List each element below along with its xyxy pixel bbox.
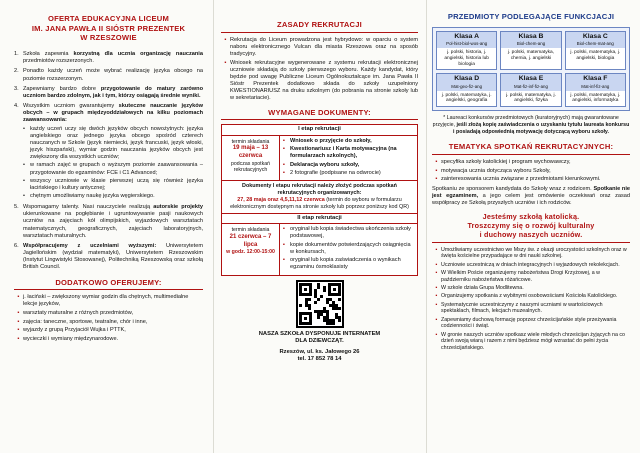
class-profile: Mat-inf-fiz-ang bbox=[566, 84, 625, 91]
class-profile: Biol-chem-mat-ang bbox=[566, 41, 625, 48]
meeting-info-text: a jego celem jest omówienie oczekiwań oraz zasad współpracy ze Szkołą przyszłych uczniów i ich rodziców. bbox=[432, 192, 630, 206]
item-text-bold: przygotowanie do matury bbox=[100, 85, 176, 92]
laureate-note bbox=[432, 115, 630, 135]
class-profile: Pol-hist-biol-wos-ang bbox=[437, 41, 496, 48]
rule-text: Wniosek rekrutacyjne wygenerowane z systemu rekrutacji elektronicznej uczniowie składają do szkoły pierwszego wyboru. Każdy kandydat, który będzie pod uwagę Publiczne Liceum Ogólnokształcące im. Jana Pawła II Sióstr Prezentek dodatkowo składa do szkoły uzupełniony KWESTIONARIUSZ na druku szkolnym (do pobrania na stronie szkoły lub w sekretariacie). bbox=[230, 59, 418, 102]
document-item bbox=[283, 242, 414, 256]
square-bullet-icon: ▪ bbox=[17, 294, 20, 301]
document-item bbox=[283, 257, 414, 271]
class-card bbox=[565, 73, 626, 107]
square-bullet-icon: ▪ bbox=[435, 246, 438, 253]
extra-offer-item bbox=[14, 336, 203, 343]
subjects-title: PRZEDMIOTY PODLEGAJĄCE FUNKCJACJI bbox=[447, 12, 615, 21]
item-text bbox=[23, 103, 203, 201]
column-recruitment bbox=[213, 0, 426, 453]
motto-line: Troszczymy się o rozwój kulturalny bbox=[467, 221, 595, 231]
square-bullet-icon: ▪ bbox=[435, 285, 438, 292]
square-bullet-icon: ▪ bbox=[435, 167, 438, 174]
square-bullet-icon: ▪ bbox=[435, 176, 438, 183]
rules-title: ZASADY REKRUTACJI bbox=[277, 20, 362, 29]
qr-module bbox=[320, 295, 323, 298]
qr-finder bbox=[299, 312, 312, 325]
qr-module bbox=[317, 316, 320, 319]
value-item bbox=[432, 302, 630, 316]
square-bullet-icon: ▪ bbox=[283, 226, 285, 233]
extra-offer-item bbox=[14, 327, 203, 334]
item-text bbox=[23, 86, 203, 100]
item-text-part: Wszystkim uczniom gwarantujemy bbox=[23, 103, 119, 110]
qr-module bbox=[299, 304, 302, 307]
topic-text: zainteresowania ucznia związane z przedmiotami kierunkowymi. bbox=[441, 176, 601, 183]
square-bullet-icon: ▪ bbox=[224, 36, 227, 43]
square-bullet-icon: ▪ bbox=[435, 301, 438, 308]
value-item bbox=[432, 262, 630, 269]
square-bullet-icon: ▪ bbox=[435, 159, 438, 166]
meeting-info bbox=[432, 186, 630, 207]
value-item bbox=[432, 270, 630, 284]
language-points bbox=[23, 126, 203, 201]
qr-module bbox=[308, 307, 311, 310]
value-text: Zapewniamy duchową formację poprzez chrześcijańskie style przeżywania codzienności i świąt. bbox=[441, 316, 617, 330]
qr-module bbox=[314, 301, 317, 304]
stage2-documents bbox=[280, 224, 417, 275]
item-text-part: Uniwersytetem Jagiellońskim (wydział matematyki), Uniwersytetem Rzeszowskim (Instytut Lingwistyki Stosowanej), Politechniką Rzeszowską oraz szkołą British Council. bbox=[23, 242, 203, 271]
school-phone: tel. 17 852 78 14 bbox=[297, 356, 342, 363]
document-text: Deklaracja wyboru szkoły, bbox=[290, 161, 360, 168]
square-bullet-icon: ▪ bbox=[283, 257, 285, 264]
divider bbox=[432, 154, 630, 155]
square-bullet-icon: ▪ bbox=[17, 336, 20, 343]
documents-title: WYMAGANE DOKUMENTY: bbox=[268, 107, 371, 117]
offer-item bbox=[14, 86, 203, 100]
item-number: 2. bbox=[14, 68, 19, 75]
meeting-note-bold: Dokumenty I etapu rekrutacji należy złożyć podczas spotkań rekrutacyjnych organizowanych: bbox=[242, 183, 397, 197]
class-name: Klasa E bbox=[501, 74, 560, 84]
class-name: Klasa A bbox=[437, 32, 496, 42]
square-bullet-icon: ▪ bbox=[435, 316, 438, 323]
item-number: 1. bbox=[14, 51, 19, 58]
square-bullet-icon: ▪ bbox=[283, 169, 285, 176]
document-text: oryginał lub kopia świadectwa ukończenia szkoły podstawowej, bbox=[290, 226, 411, 240]
square-bullet-icon: ▪ bbox=[435, 261, 438, 268]
qr-module bbox=[317, 298, 320, 301]
class-card bbox=[436, 73, 497, 107]
stage2-row bbox=[222, 224, 417, 275]
class-card bbox=[436, 31, 497, 71]
item-text-part: Zapewniamy bardzo dobre bbox=[23, 85, 101, 92]
deadline-dates: 21 czerwca – 7 lipca bbox=[229, 233, 272, 248]
value-text: W gronie naszych uczniów spotkasz wiele młodych chrześcijan żyjących na co dzień swoją wiarą i razem z nimi będziesz mógł wzrastać do pełni życia chrześcijańskiego. bbox=[441, 331, 625, 352]
language-point: • w ramach zajęć w grupach o wyższym poziomie zaawansowania – przygotowanie do egzaminów: FCE i C1 Advanced; bbox=[23, 162, 203, 176]
document-text: 2 fotografie (podpisane na odwrocie) bbox=[290, 169, 381, 176]
item-number: 3. bbox=[14, 85, 19, 92]
deadline-label: termin składania bbox=[231, 138, 270, 145]
stage1-row bbox=[222, 136, 417, 181]
laureate-note-text: * Laureaci konkursów przedmiotowych (kuratoryjnych) mają gwarantowane przyjęcie, bbox=[432, 115, 619, 128]
meeting-note-text: (termin do wyboru w formularzu elektronicznym dostępnym na stronie szkoły lub poprzez poniższy kod QR) bbox=[230, 197, 409, 210]
deadline-dates: 19 maja – 13 czerwca bbox=[232, 145, 269, 160]
class-subjects: j. polski, matematyka, j. angielski, biologia bbox=[570, 50, 621, 61]
item-text bbox=[23, 204, 203, 240]
topic-item bbox=[432, 176, 630, 183]
square-bullet-icon: ▪ bbox=[283, 137, 285, 144]
square-bullet-icon: ▪ bbox=[435, 270, 438, 276]
qr-module bbox=[317, 286, 320, 289]
stage2-header: II etap rekrutacji bbox=[222, 214, 417, 224]
value-text: W szkole działa Grupa Modlitewna. bbox=[441, 285, 524, 292]
rules-list bbox=[221, 37, 418, 103]
value-item bbox=[432, 332, 630, 352]
document-item bbox=[283, 170, 414, 177]
value-text: Uczniowie uczestniczą w dniach integracyjnych i wyjazdowych rekolekcjach. bbox=[441, 261, 620, 268]
qr-module bbox=[338, 307, 341, 310]
item-number: 4. bbox=[14, 103, 19, 110]
school-footer bbox=[221, 331, 418, 364]
qr-module bbox=[323, 289, 326, 292]
item-text-part: ukierunkowane na pogłębianie i ugruntowywanie pasji naukowych uczniów na zajęciach kół olimpijskich, wyjazdowych warsztatach matematycznych, geograficznych, zajęciach laboratoryjnych, warsztatach maturalnych. bbox=[23, 211, 203, 239]
value-text: Systematycznie uczestniczymy z naszymi uczniami w wartościowych spektaklach, filmach, lekcjach muzealnych. bbox=[441, 301, 603, 315]
value-text: W Wielkim Poście organizujemy nabożeństwa Drogi Krzyżowej, a w październiku nabożeństwa różańcowe. bbox=[441, 270, 600, 283]
class-name: Klasa F bbox=[566, 74, 625, 84]
square-bullet-icon: ▪ bbox=[435, 293, 438, 300]
meeting-note bbox=[222, 180, 417, 214]
stage1-deadline bbox=[222, 136, 280, 181]
meeting-info-text: Spotkaniu ze sponsorem kandydata do Szkoły wraz z rodzicem. bbox=[432, 185, 594, 192]
item-text: Ponadto każdy uczeń może wybrać realizację języka obcego na poziomie rozszerzonym. bbox=[23, 68, 203, 82]
item-text bbox=[23, 51, 203, 65]
extra-offer-text: zajęcia: taneczne, sportowe, teatralne, chór i inne, bbox=[23, 318, 148, 325]
square-bullet-icon: ▪ bbox=[17, 310, 20, 317]
class-grid bbox=[432, 27, 630, 111]
document-item bbox=[283, 138, 414, 145]
extra-offer-text: warsztaty maturalne z różnych przedmiotów, bbox=[23, 310, 134, 317]
school-address: Rzeszów, ul. ks. Jałowego 26 bbox=[279, 348, 360, 355]
item-text-bold: skuteczne nauczanie języków obcych bbox=[23, 103, 203, 117]
square-bullet-icon: ▪ bbox=[17, 327, 20, 334]
class-card bbox=[500, 73, 561, 107]
extra-offer-list bbox=[14, 294, 203, 343]
qr-finder bbox=[328, 283, 341, 296]
value-item bbox=[432, 285, 630, 292]
square-bullet-icon: ▪ bbox=[17, 318, 20, 325]
item-text-bold: korzystną dla ucznia organizację nauczania bbox=[73, 51, 203, 58]
stage2-deadline bbox=[222, 224, 280, 275]
item-text-bold: zarówno uczniom bardzo zdolnym, jak i tym, którzy osiągają średnie wyniki. bbox=[23, 85, 203, 99]
qr-module bbox=[338, 319, 341, 322]
offer-item bbox=[14, 51, 203, 65]
item-text-part: Wspomagamy talenty. Nasi nauczyciele realizują bbox=[23, 204, 154, 211]
class-subjects: j. polski, historia, j. angielski, historia lub biologia bbox=[444, 50, 489, 67]
offer-title-line: OFERTA EDUKACYJNA LICEUM bbox=[48, 14, 169, 23]
class-profile: Mat-geo-fiz-ang bbox=[437, 84, 496, 91]
extra-offer-text: wycieczki i wymiany międzynarodowe. bbox=[23, 336, 119, 343]
qr-code-icon[interactable] bbox=[296, 280, 344, 328]
offer-title-line: W RZESZOWIE bbox=[80, 33, 137, 43]
topic-item bbox=[432, 168, 630, 175]
class-name: Klasa D bbox=[437, 74, 496, 84]
offer-item bbox=[14, 204, 203, 240]
item-text-part: przedmiotów rozszerzonych. bbox=[23, 58, 94, 65]
language-point: • każdy uczeń uczy się dwóch języków obcych nowożytnych: języka angielskiego oraz jednego języka obcego spośród czterech nauczanych w Szkole (język niemiecki, język francuski, język włoski, język hiszpański), wymiar godzin nauczania języków obcych jest zwiększony dla wszystkich uczniów; bbox=[23, 126, 203, 162]
class-name: Klasa C bbox=[566, 32, 625, 42]
offer-title-line: IM. JANA PAWŁA II SIÓSTR PREZENTEK bbox=[31, 23, 186, 33]
meeting-info-bold: Spotkanie nie jest egzaminem, bbox=[432, 185, 631, 199]
value-text: Umożliwiamy uczestnictwo we Mszy św. z okazji uroczystości szkolnych oraz w święta kościelne przypadające w dni nauki szkolnej. bbox=[441, 246, 627, 260]
stage1-header: I etap rekrutacji bbox=[222, 125, 417, 135]
qr-module bbox=[338, 298, 341, 301]
column-offer bbox=[0, 0, 213, 453]
class-card bbox=[565, 31, 626, 71]
column-subjects bbox=[426, 0, 640, 453]
values-list bbox=[432, 247, 630, 352]
divider bbox=[221, 32, 418, 33]
rule-item bbox=[221, 37, 418, 58]
language-point: • wszyscy uczniowie w klasie pierwszej uczą się również języka łacińskiego i kultury antycznej; bbox=[23, 178, 203, 192]
extra-offer-text: j. łaciński – zwiększony wymiar godzin dla chętnych, multimedialne lekcje języków, bbox=[23, 294, 189, 308]
topics-list bbox=[432, 159, 630, 183]
document-item bbox=[283, 226, 414, 240]
class-subjects: j. polski, matematyka, j. angielski, geografia bbox=[441, 92, 492, 104]
offer-item bbox=[14, 103, 203, 201]
offer-list bbox=[14, 51, 203, 271]
meeting-dates: 27, 28 maja oraz 4,5,11,12 czerwca bbox=[237, 197, 325, 204]
class-profile: Mat-fiz-inf-fiz-ang bbox=[501, 84, 560, 91]
square-bullet-icon: ▪ bbox=[283, 161, 285, 168]
class-subjects: j. polski, matematyka, chemia, j. angielski bbox=[507, 50, 555, 61]
motto bbox=[432, 212, 630, 240]
topic-item bbox=[432, 159, 630, 166]
offer-item bbox=[14, 243, 203, 272]
item-text bbox=[23, 243, 203, 272]
motto-line: Jesteśmy szkołą katolicką. bbox=[482, 212, 580, 222]
deadline-hours: w godz. 12:00-15:00 bbox=[226, 249, 275, 256]
qr-module bbox=[308, 298, 311, 301]
dormitory-note: DLA DZIEWCZĄT. bbox=[295, 338, 344, 345]
laureate-note-bold: jeśli złożą kopię zaświadczenia o uzyskaniu tytułu laureata konkursu i posiadają odpowiednią motywację dotyczącą wyboru szkoły. bbox=[453, 121, 630, 135]
class-subjects: j. polski, matematyka, j. angielski, informatyka bbox=[570, 92, 621, 104]
divider bbox=[432, 242, 630, 243]
extra-offer-text: wyjazdy z grupą Przyjaciół Wujka i PTTK, bbox=[23, 327, 126, 334]
extra-offer-item bbox=[14, 319, 203, 326]
dormitory-note: NASZA SZKOŁA DYSPONUJE INTERNATEM bbox=[258, 330, 381, 337]
motto-line: i duchowy naszych uczniów. bbox=[479, 230, 583, 240]
class-card bbox=[500, 31, 561, 71]
extra-offer-item bbox=[14, 310, 203, 317]
square-bullet-icon: ▪ bbox=[283, 146, 285, 153]
square-bullet-icon: ▪ bbox=[435, 331, 438, 338]
document-text: Wniosek o przyjęcie do szkoły, bbox=[290, 137, 372, 144]
document-item bbox=[283, 146, 414, 160]
divider bbox=[221, 119, 418, 120]
extra-offer-title: DODATKOWO OFERUJEMY: bbox=[55, 277, 162, 287]
value-item bbox=[432, 293, 630, 300]
document-text: Kwestionariusz i Karta motywacyjna (na formularzach szkolnych), bbox=[290, 146, 397, 160]
square-bullet-icon: ▪ bbox=[224, 59, 227, 66]
document-item bbox=[283, 162, 414, 169]
item-text-bold: – w grupach międzyoddziałowych na kilku poziomach zaawansowania: bbox=[23, 110, 203, 124]
document-text: oryginał lub kopia zaświadczenia o wynikach egzaminu ósmoklasisty bbox=[290, 257, 401, 271]
class-profile: Biol-chem-ang bbox=[501, 41, 560, 48]
qr-finder bbox=[299, 283, 312, 296]
value-item bbox=[432, 247, 630, 261]
extra-offer-item bbox=[14, 294, 203, 308]
rule-item bbox=[221, 60, 418, 103]
qr-module bbox=[332, 322, 335, 325]
offer-item bbox=[14, 68, 203, 82]
rule-text: Rekrutacja do Liceum prowadzona jest hybrydowo: w oparciu o system naboru elektronicznego Vulcan dla miasta Rzeszowa oraz na sposób tradycyjny. bbox=[230, 36, 418, 58]
stage1-documents bbox=[280, 136, 417, 181]
topics-title: TEMATYKA SPOTKAŃ REKRUTACYJNYCH: bbox=[448, 142, 614, 152]
square-bullet-icon: ▪ bbox=[283, 241, 285, 248]
item-text-bold: autorskie projekty bbox=[153, 204, 204, 211]
value-text: Organizujemy spotkania z wybitnymi osobowościami Kościoła Katolickiego. bbox=[441, 293, 618, 300]
topic-text: specyfika szkoły katolickiej i program wychowawczy, bbox=[441, 159, 571, 166]
item-number: 6. bbox=[14, 242, 19, 249]
item-number: 5. bbox=[14, 204, 19, 211]
item-text-part: Szkoła zapewnia bbox=[23, 51, 74, 58]
class-subjects: j. polski, matematyka, j. angielski, fizyka bbox=[506, 92, 556, 104]
deadline-note: podczas spotkań rekrutacyjnych bbox=[231, 160, 270, 174]
language-point: • chętnym umożliwiamy naukę języka węgierskiego. bbox=[23, 193, 203, 200]
divider bbox=[14, 289, 203, 290]
value-item bbox=[432, 317, 630, 331]
item-text-bold: Współpracujemy z uczelniami wyższymi: bbox=[23, 242, 166, 249]
topic-text: motywacja ucznia dotycząca wyboru Szkoły, bbox=[441, 167, 551, 174]
document-text: kopie dokumentów potwierdzających osiągnięcia w konkursach, bbox=[290, 241, 411, 255]
deadline-label: termin składania bbox=[231, 227, 270, 234]
offer-title bbox=[14, 14, 203, 43]
class-name: Klasa B bbox=[501, 32, 560, 42]
documents-table bbox=[221, 124, 418, 275]
